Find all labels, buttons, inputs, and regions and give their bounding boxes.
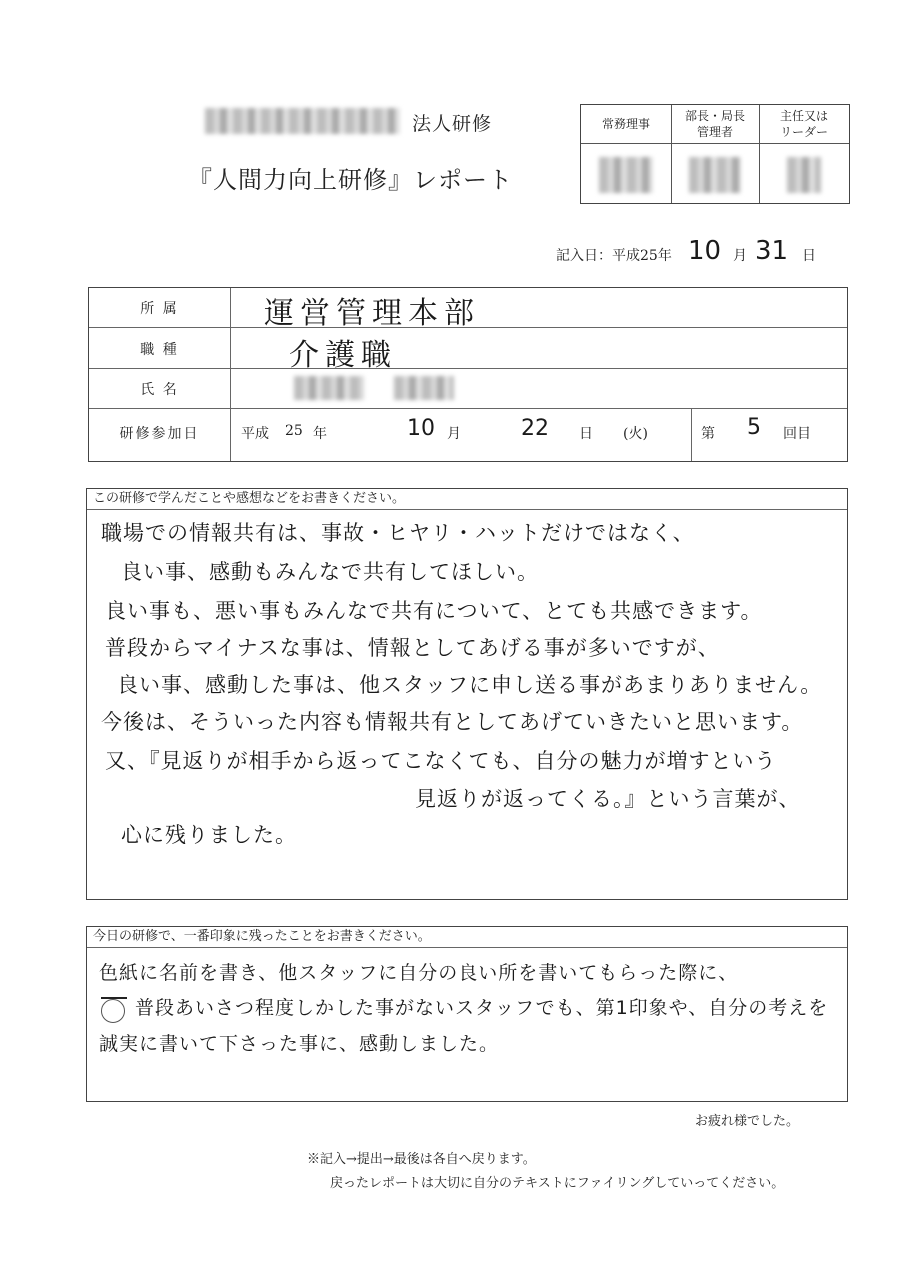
session-suffix: 回目 xyxy=(783,426,811,442)
footer-note-1: ※記入→提出→最後は各自へ戻ります。 xyxy=(307,1152,536,1167)
learned-line: 良い事、感動した事は、他スタッフに申し送る事があまりありません。 xyxy=(117,673,823,697)
name-redacted xyxy=(394,376,454,400)
impression-line: 色紙に名前を書き、他スタッフに自分の良い所を書いてもらった際に、 xyxy=(99,962,739,984)
correction-seal xyxy=(101,999,125,1023)
entry-month-label: 月 xyxy=(733,248,747,264)
entry-date-label: 記入日：平成25年 xyxy=(556,248,672,264)
affiliation-label: 所 属 xyxy=(140,301,179,317)
date-day-handwritten: 22 xyxy=(521,416,549,441)
learned-line: 良い事、感動もみんなで共有してほしい。 xyxy=(121,560,539,584)
date-day-label: 日 xyxy=(579,426,593,442)
col-divider xyxy=(691,408,692,461)
impression-box xyxy=(86,926,848,1102)
col-divider xyxy=(230,288,231,461)
row-divider xyxy=(89,368,847,369)
impression-prompt: 今日の研修で、一番印象に残ったことをお書きください。 xyxy=(87,927,847,948)
approval-stamp-redacted xyxy=(787,157,821,193)
learned-prompt: この研修で学んだことや感想などをお書きください。 xyxy=(87,489,847,510)
job-label: 職 種 xyxy=(140,342,179,358)
date-month-handwritten: 10 xyxy=(407,416,435,441)
affiliation-value-handwritten: 運営管理本部 xyxy=(264,296,480,331)
report-title: 『人間力向上研修』レポート xyxy=(188,166,513,194)
approval-stamp-table xyxy=(580,104,850,204)
session-prefix: 第 xyxy=(701,426,715,442)
impression-line: 普段あいさつ程度しかした事がないスタッフでも、第1印象や、自分の考えを xyxy=(135,997,829,1019)
closing-text: お疲れ様でした。 xyxy=(695,1114,800,1129)
session-number-handwritten: 5 xyxy=(747,415,761,440)
learned-line: 見返りが返ってくる。』という言葉が、 xyxy=(415,787,801,811)
job-value-handwritten: 介護職 xyxy=(289,338,397,373)
impression-line: 誠実に書いて下さった事に、感動しました。 xyxy=(99,1033,500,1055)
approval-col-director xyxy=(581,105,672,203)
learned-line: 又、『見返りが相手から返ってこなくても、自分の魅力が増すという xyxy=(105,749,777,773)
header-dept-label: 法人研修 xyxy=(412,113,493,135)
approval-head-manager: 部長・局長 管理者 xyxy=(671,105,759,144)
name-redacted xyxy=(294,376,364,400)
date-weekday: (火) xyxy=(623,426,648,442)
date-label: 研修参加日 xyxy=(119,426,200,442)
learned-line: 心に残りました。 xyxy=(121,823,297,847)
approval-stamp-redacted xyxy=(599,157,653,193)
name-label: 氏 名 xyxy=(140,382,179,398)
info-table xyxy=(88,287,848,462)
entry-day-handwritten: 31 xyxy=(755,236,789,266)
learned-line: 職場での情報共有は、事故・ヒヤリ・ハットだけではなく、 xyxy=(101,521,695,545)
learned-line: 普段からマイナスな事は、情報としてあげる事が多いですが、 xyxy=(105,636,720,660)
approval-col-manager xyxy=(671,105,760,203)
date-year: 25 xyxy=(285,423,303,439)
entry-day-label: 日 xyxy=(802,248,816,264)
date-era: 平成 xyxy=(241,426,269,442)
learned-box xyxy=(86,488,848,900)
approval-head-leader: 主任又は リーダー xyxy=(759,105,849,144)
date-year-label: 年 xyxy=(313,426,327,442)
learned-line: 良い事も、悪い事もみんなで共有について、とても共感できます。 xyxy=(105,599,763,623)
learned-line: 今後は、そういった内容も情報共有としてあげていきたいと思います。 xyxy=(101,710,804,734)
row-divider xyxy=(89,408,847,409)
approval-stamp-redacted xyxy=(689,157,741,193)
date-month-label: 月 xyxy=(447,426,461,442)
approval-head-director: 常務理事 xyxy=(581,105,671,144)
organization-name-redacted xyxy=(205,108,400,134)
footer-note-2: 戻ったレポートは大切に自分のテキストにファイリングしていってください。 xyxy=(330,1176,785,1191)
approval-col-leader xyxy=(759,105,849,203)
entry-month-handwritten: 10 xyxy=(688,236,722,266)
